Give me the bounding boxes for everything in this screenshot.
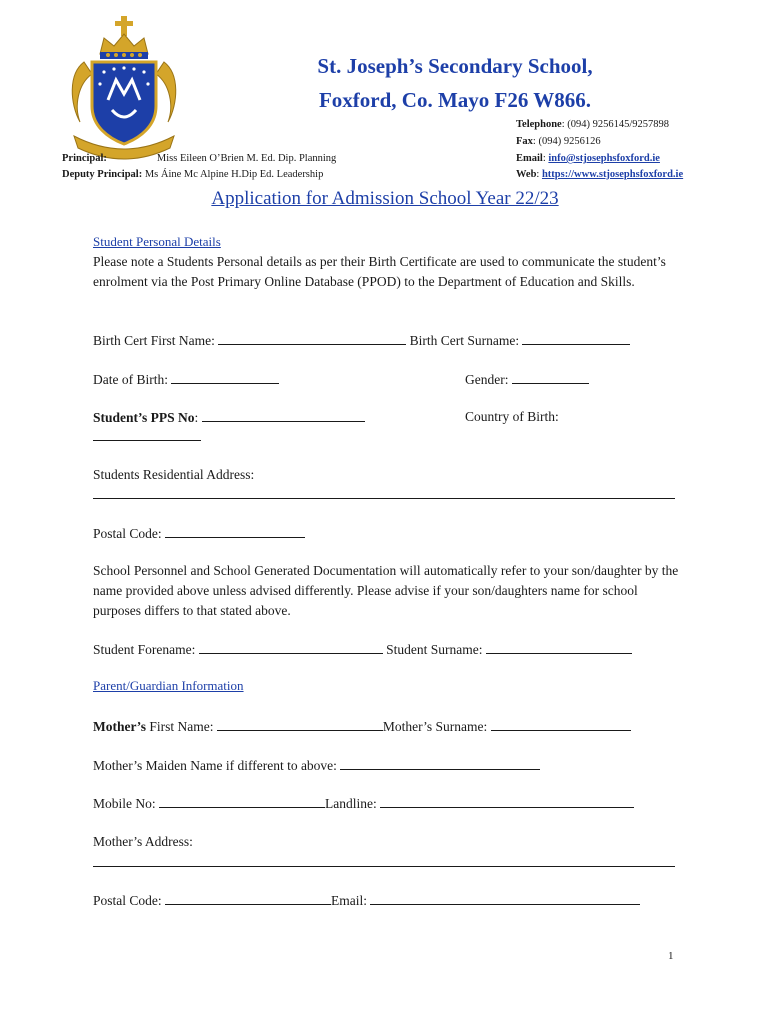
mother-email-field[interactable] (370, 890, 640, 905)
page-number: 1 (668, 950, 674, 962)
mobile-label: Mobile No: (93, 796, 156, 811)
gender-field[interactable] (512, 369, 589, 384)
school-name-line2: Foxford, Co. Mayo F26 W866. (318, 88, 591, 112)
gender-label: Gender: (465, 372, 509, 387)
fax-value: : (094) 9256126 (532, 136, 601, 147)
landline-field[interactable] (380, 793, 634, 808)
school-crest-logo (64, 14, 184, 164)
residential-address-label: Students Residential Address: (93, 467, 255, 482)
email-line: Email: info@stjosephsfoxford.ie (516, 153, 660, 164)
country-row (465, 407, 559, 427)
student-surname-label: Student Surname: (386, 642, 483, 657)
dob-label: Date of Birth: (93, 372, 168, 387)
web-link[interactable]: https://www.stjosephsfoxford.ie (541, 169, 684, 180)
birth-surname-label: Birth Cert Surname: (409, 333, 520, 348)
maiden-name-row (93, 755, 540, 776)
mother-postal-field[interactable] (165, 890, 331, 905)
pps-field[interactable] (202, 407, 365, 422)
telephone-line (516, 117, 669, 133)
maiden-name-label: Mother’s Maiden Name if different to above: (93, 758, 337, 773)
dob-field[interactable] (171, 369, 279, 384)
deputy-principal-line (62, 167, 323, 183)
fax-line (516, 134, 601, 150)
phone-row (93, 793, 634, 814)
pps-row: Student’s PPS No: (93, 407, 365, 428)
principal-line (62, 151, 336, 167)
mother-surname-field[interactable] (491, 716, 631, 731)
mother-address-field[interactable] (93, 866, 675, 867)
name-usage-note: School Personnel and School Generated Documentation will automatically refer to your son/daughter by the name provided above unless advised differently. Please advise if your son/daughters name for school purposes differs to that stated above. (93, 563, 679, 618)
mother-postal-email-row (93, 890, 640, 911)
mother-first-name-label: First Name: (145, 719, 214, 734)
student-forename-label: Student Forename: (93, 642, 196, 657)
student-name-row (93, 639, 632, 660)
landline-label: Landline: (325, 796, 377, 811)
mother-email-label: Email: (331, 893, 368, 908)
school-name-line1: St. Joseph’s Secondary School, (317, 54, 593, 78)
country-field-row (93, 426, 201, 447)
mother-postal-label: Postal Code: (93, 893, 162, 908)
telephone-label: Telephone (516, 119, 562, 130)
deputy-name: Ms Áine Mc Alpine H.Dip Ed. Leadership (144, 169, 324, 180)
web-line: Web: https://www.stjosephsfoxford.ie (516, 169, 684, 180)
birth-first-name-field[interactable] (218, 330, 406, 345)
ppod-note: Please note a Students Personal details as per their Birth Certificate are used to communicate the student’s enrolment via the Post Primary Online Database (PPOD) to the Department of Education and Skills. (93, 254, 666, 289)
mother-address-label: Mother’s Address: (93, 834, 193, 849)
principal-name: Miss Eileen O’Brien M. Ed. Dip. Planning (156, 153, 337, 164)
pps-label: Student’s PPS No (93, 410, 195, 425)
fax-label: Fax (516, 136, 533, 147)
postal-code-label: Postal Code: (93, 526, 162, 541)
mother-first-name-field[interactable] (217, 716, 383, 731)
mother-bold-label: Mother’s (93, 719, 146, 734)
birth-cert-name-row (93, 330, 630, 351)
email-link[interactable]: info@stjosephsfoxford.ie (548, 153, 660, 164)
country-label: Country of Birth: (465, 409, 559, 424)
postal-code-row (93, 523, 305, 544)
country-field[interactable] (93, 426, 201, 441)
email-label: Email (516, 153, 543, 164)
deputy-label: Deputy Principal: (62, 169, 143, 180)
residential-address-field[interactable] (93, 498, 675, 499)
maiden-name-field[interactable] (340, 755, 540, 770)
telephone-value: : (094) 9256145/9257898 (561, 119, 670, 130)
mother-surname-label: Mother’s Surname: (382, 719, 488, 734)
mother-name-row (93, 716, 631, 737)
application-title: Application for Admission School Year 22/23 (211, 188, 559, 209)
gender-row (465, 369, 589, 390)
student-details-heading: Student Personal Details (93, 234, 221, 249)
mobile-field[interactable] (159, 793, 325, 808)
birth-surname-field[interactable] (522, 330, 630, 345)
postal-code-field[interactable] (165, 523, 305, 538)
student-forename-field[interactable] (199, 639, 383, 654)
birth-first-name-label: Birth Cert First Name: (93, 333, 215, 348)
dob-row (93, 369, 279, 390)
parent-info-heading: Parent/Guardian Information (93, 678, 244, 693)
web-label: Web (516, 169, 537, 180)
principal-label: Principal: (62, 153, 107, 164)
student-surname-field[interactable] (486, 639, 632, 654)
